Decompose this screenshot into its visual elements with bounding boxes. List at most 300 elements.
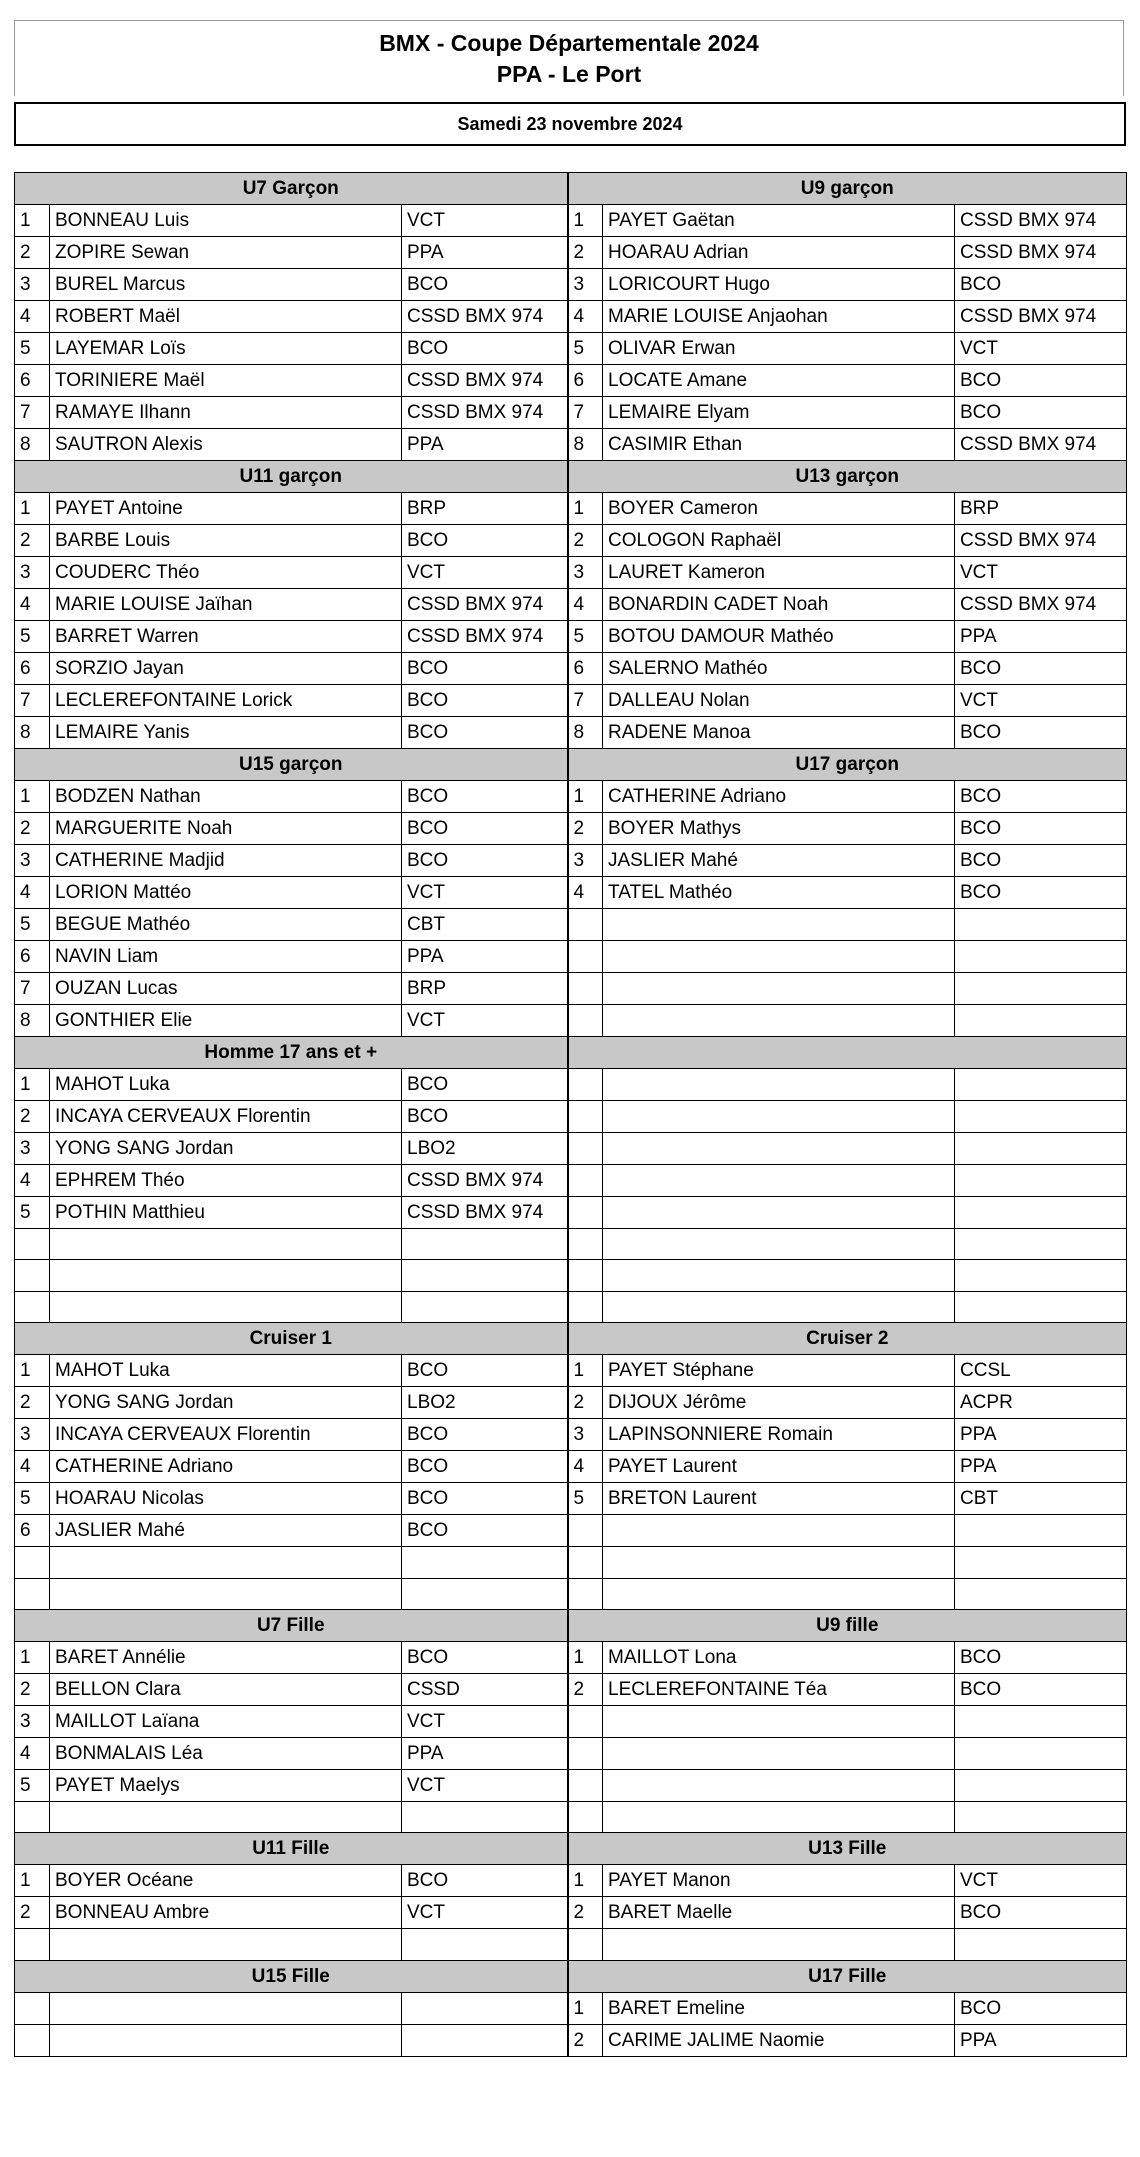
club-cell: BCO: [955, 1641, 1127, 1673]
rider-name-cell: [603, 1547, 955, 1578]
table-row: [15, 1865, 1127, 1897]
table-row: [15, 781, 1127, 813]
rank-cell: 7: [568, 397, 603, 429]
rider-name-cell: LAURET Kameron: [603, 557, 955, 589]
rank-cell: 2: [568, 1387, 603, 1419]
rank-cell: [568, 973, 603, 1005]
rider-name-cell: SAUTRON Alexis: [50, 429, 402, 461]
rider-name-cell: [50, 1801, 402, 1832]
table-row: [15, 333, 1127, 365]
rank-cell: 3: [15, 1705, 50, 1737]
club-cell: BCO: [402, 1419, 568, 1451]
rank-cell: 3: [15, 845, 50, 877]
rank-cell: 4: [15, 1737, 50, 1769]
table-row: [15, 941, 1127, 973]
rank-cell: 5: [568, 621, 603, 653]
club-cell: BRP: [402, 973, 568, 1005]
rider-name-cell: MAILLOT Laïana: [50, 1705, 402, 1737]
club-cell: BCO: [955, 653, 1127, 685]
rank-cell: 2: [15, 813, 50, 845]
club-cell: CBT: [955, 1483, 1127, 1515]
rider-name-cell: SALERNO Mathéo: [603, 653, 955, 685]
rider-name-cell: [50, 1578, 402, 1609]
rank-cell: [15, 1291, 50, 1322]
club-cell: CSSD BMX 974: [955, 525, 1127, 557]
club-cell: CSSD BMX 974: [402, 365, 568, 397]
club-cell: BCO: [402, 269, 568, 301]
club-cell: PPA: [955, 1451, 1127, 1483]
club-cell: [402, 1929, 568, 1960]
club-cell: VCT: [402, 557, 568, 589]
club-cell: BCO: [955, 397, 1127, 429]
rider-name-cell: [603, 941, 955, 973]
rider-name-cell: COLOGON Raphaël: [603, 525, 955, 557]
rider-name-cell: [603, 1229, 955, 1260]
club-cell: [955, 1069, 1127, 1101]
rider-name-cell: CATHERINE Madjid: [50, 845, 402, 877]
rider-name-cell: LORICOURT Hugo: [603, 269, 955, 301]
document-title-box: [14, 20, 1124, 96]
table-row: [15, 1229, 1127, 1260]
rank-cell: [568, 1578, 603, 1609]
club-cell: BCO: [402, 1355, 568, 1387]
rider-name-cell: YONG SANG Jordan: [50, 1133, 402, 1165]
club-cell: [955, 1260, 1127, 1291]
category-title: U11 garçon: [15, 461, 568, 493]
rank-cell: 3: [15, 1133, 50, 1165]
rider-name-cell: [603, 1769, 955, 1801]
rank-cell: [568, 1547, 603, 1578]
club-cell: [955, 1101, 1127, 1133]
club-cell: CSSD BMX 974: [402, 1197, 568, 1229]
table-row: [15, 1641, 1127, 1673]
rank-cell: 4: [568, 1451, 603, 1483]
category-header-row: [15, 1960, 1127, 1992]
rider-name-cell: BARET Maelle: [603, 1897, 955, 1929]
club-cell: [955, 909, 1127, 941]
club-cell: [955, 1229, 1127, 1260]
category-title: U17 garçon: [568, 749, 1127, 781]
rank-cell: [568, 1101, 603, 1133]
table-row: [15, 1069, 1127, 1101]
rank-cell: 3: [568, 1419, 603, 1451]
table-row: [15, 1197, 1127, 1229]
rider-name-cell: NAVIN Liam: [50, 941, 402, 973]
rank-cell: 2: [15, 525, 50, 557]
club-cell: [402, 1229, 568, 1260]
table-row: [15, 1929, 1127, 1960]
table-row: [15, 1133, 1127, 1165]
club-cell: BCO: [402, 1641, 568, 1673]
table-row: [15, 2024, 1127, 2056]
table-row: [15, 1387, 1127, 1419]
rank-cell: [15, 1229, 50, 1260]
rider-name-cell: DIJOUX Jérôme: [603, 1387, 955, 1419]
club-cell: [402, 1992, 568, 2024]
club-cell: [955, 1133, 1127, 1165]
rider-name-cell: [50, 1229, 402, 1260]
category-title: U9 fille: [568, 1609, 1127, 1641]
rider-name-cell: MAILLOT Lona: [603, 1641, 955, 1673]
rank-cell: 7: [568, 685, 603, 717]
rank-cell: [568, 1229, 603, 1260]
rank-cell: 4: [15, 1451, 50, 1483]
rider-name-cell: DALLEAU Nolan: [603, 685, 955, 717]
rank-cell: 3: [15, 269, 50, 301]
rank-cell: 7: [15, 973, 50, 1005]
club-cell: [402, 1578, 568, 1609]
club-cell: CSSD BMX 974: [955, 205, 1127, 237]
rank-cell: 4: [568, 301, 603, 333]
rank-cell: 4: [15, 301, 50, 333]
rank-cell: 5: [15, 1483, 50, 1515]
table-row: [15, 1419, 1127, 1451]
rank-cell: 6: [568, 365, 603, 397]
table-row: [15, 1769, 1127, 1801]
rank-cell: 2: [568, 1897, 603, 1929]
rank-cell: 1: [15, 781, 50, 813]
club-cell: CSSD BMX 974: [955, 301, 1127, 333]
rider-name-cell: MAHOT Luka: [50, 1069, 402, 1101]
rider-name-cell: BOYER Cameron: [603, 493, 955, 525]
category-title: Cruiser 1: [15, 1323, 568, 1355]
category-title: Cruiser 2: [568, 1323, 1127, 1355]
table-row: [15, 1260, 1127, 1291]
table-row: [15, 589, 1127, 621]
club-cell: BCO: [402, 1101, 568, 1133]
rider-name-cell: [50, 2024, 402, 2056]
category-header-row: [15, 1037, 1127, 1069]
rank-cell: 6: [15, 1515, 50, 1547]
club-cell: CSSD: [402, 1673, 568, 1705]
table-row: [15, 1547, 1127, 1578]
club-cell: [955, 973, 1127, 1005]
rank-cell: [568, 1929, 603, 1960]
club-cell: BCO: [402, 333, 568, 365]
table-row: [15, 557, 1127, 589]
rider-name-cell: PAYET Laurent: [603, 1451, 955, 1483]
table-row: [15, 1451, 1127, 1483]
category-title: U15 Fille: [15, 1960, 568, 1992]
rider-name-cell: BELLON Clara: [50, 1673, 402, 1705]
club-cell: [955, 1515, 1127, 1547]
category-header-row: [15, 749, 1127, 781]
club-cell: BCO: [402, 845, 568, 877]
rank-cell: [568, 1515, 603, 1547]
rank-cell: 1: [15, 205, 50, 237]
rider-name-cell: PAYET Maelys: [50, 1769, 402, 1801]
rider-name-cell: PAYET Gaëtan: [603, 205, 955, 237]
rider-name-cell: [50, 1929, 402, 1960]
rider-name-cell: [50, 1260, 402, 1291]
category-header-row: [15, 1323, 1127, 1355]
club-cell: [955, 1801, 1127, 1832]
rank-cell: 1: [15, 1069, 50, 1101]
club-cell: [955, 1291, 1127, 1322]
club-cell: BCO: [402, 653, 568, 685]
rider-name-cell: PAYET Stéphane: [603, 1355, 955, 1387]
club-cell: [955, 1197, 1127, 1229]
rider-name-cell: RAMAYE Ilhann: [50, 397, 402, 429]
rider-name-cell: CASIMIR Ethan: [603, 429, 955, 461]
club-cell: BCO: [402, 781, 568, 813]
rider-name-cell: BODZEN Nathan: [50, 781, 402, 813]
rank-cell: [15, 1929, 50, 1960]
club-cell: CSSD BMX 974: [402, 621, 568, 653]
rider-name-cell: BUREL Marcus: [50, 269, 402, 301]
club-cell: BCO: [402, 525, 568, 557]
table-row: [15, 1355, 1127, 1387]
rider-name-cell: [603, 909, 955, 941]
table-row: [15, 1101, 1127, 1133]
club-cell: VCT: [402, 877, 568, 909]
table-row: [15, 269, 1127, 301]
category-header-row: [15, 1833, 1127, 1865]
rank-cell: [568, 1737, 603, 1769]
rider-name-cell: ROBERT Maël: [50, 301, 402, 333]
rank-cell: 1: [15, 493, 50, 525]
club-cell: BCO: [955, 781, 1127, 813]
club-cell: VCT: [402, 1005, 568, 1037]
rider-name-cell: [50, 1291, 402, 1322]
rider-name-cell: LEMAIRE Yanis: [50, 717, 402, 749]
rider-name-cell: LEMAIRE Elyam: [603, 397, 955, 429]
rider-name-cell: CARIME JALIME Naomie: [603, 2024, 955, 2056]
club-cell: VCT: [955, 1865, 1127, 1897]
club-cell: [955, 1547, 1127, 1578]
club-cell: BCO: [955, 877, 1127, 909]
club-cell: BCO: [402, 717, 568, 749]
rider-name-cell: [603, 1929, 955, 1960]
table-row: [15, 1801, 1127, 1832]
rank-cell: 2: [568, 2024, 603, 2056]
rank-cell: 3: [15, 557, 50, 589]
rank-cell: [568, 1069, 603, 1101]
club-cell: [955, 1929, 1127, 1960]
club-cell: CSSD BMX 974: [402, 1165, 568, 1197]
rank-cell: 5: [15, 1769, 50, 1801]
rider-name-cell: [603, 1737, 955, 1769]
club-cell: BCO: [402, 1515, 568, 1547]
table-row: [15, 845, 1127, 877]
rider-name-cell: [603, 1005, 955, 1037]
club-cell: CSSD BMX 974: [955, 589, 1127, 621]
club-cell: VCT: [955, 557, 1127, 589]
club-cell: BRP: [955, 493, 1127, 525]
rider-name-cell: [603, 1291, 955, 1322]
rank-cell: 7: [15, 685, 50, 717]
rank-cell: 1: [15, 1355, 50, 1387]
rank-cell: 8: [568, 717, 603, 749]
rider-name-cell: BARRET Warren: [50, 621, 402, 653]
club-cell: BCO: [955, 717, 1127, 749]
club-cell: VCT: [955, 685, 1127, 717]
rider-name-cell: [603, 1801, 955, 1832]
club-cell: [955, 1165, 1127, 1197]
club-cell: CSSD BMX 974: [402, 589, 568, 621]
rank-cell: [15, 1801, 50, 1832]
club-cell: [955, 1769, 1127, 1801]
club-cell: BCO: [955, 1897, 1127, 1929]
category-title: U7 Garçon: [15, 173, 568, 205]
club-cell: BCO: [402, 1451, 568, 1483]
table-row: [15, 493, 1127, 525]
rank-cell: 2: [568, 1673, 603, 1705]
club-cell: CSSD BMX 974: [402, 301, 568, 333]
rank-cell: 2: [568, 525, 603, 557]
club-cell: PPA: [402, 1737, 568, 1769]
club-cell: BRP: [402, 493, 568, 525]
document-title: BMX - Coupe Départementale 2024: [379, 30, 759, 56]
rider-name-cell: YONG SANG Jordan: [50, 1387, 402, 1419]
club-cell: [402, 1801, 568, 1832]
rank-cell: 2: [15, 1897, 50, 1929]
table-row: [15, 653, 1127, 685]
rank-cell: 5: [568, 1483, 603, 1515]
rank-cell: 5: [15, 909, 50, 941]
table-row: [15, 909, 1127, 941]
table-row: [15, 1483, 1127, 1515]
table-row: [15, 1897, 1127, 1929]
club-cell: VCT: [402, 205, 568, 237]
table-row: [15, 237, 1127, 269]
rider-name-cell: BONNEAU Luis: [50, 205, 402, 237]
club-cell: BCO: [955, 1673, 1127, 1705]
rider-name-cell: [603, 1101, 955, 1133]
club-cell: LBO2: [402, 1387, 568, 1419]
rider-name-cell: [50, 1547, 402, 1578]
rider-name-cell: PAYET Manon: [603, 1865, 955, 1897]
rider-name-cell: BONMALAIS Léa: [50, 1737, 402, 1769]
table-row: [15, 397, 1127, 429]
club-cell: [402, 2024, 568, 2056]
rank-cell: [568, 1801, 603, 1832]
rider-name-cell: CATHERINE Adriano: [603, 781, 955, 813]
rider-name-cell: [603, 1197, 955, 1229]
club-cell: BCO: [402, 685, 568, 717]
table-row: [15, 365, 1127, 397]
rank-cell: [568, 1133, 603, 1165]
club-cell: VCT: [955, 333, 1127, 365]
rider-name-cell: TORINIERE Maël: [50, 365, 402, 397]
rider-name-cell: MAHOT Luka: [50, 1355, 402, 1387]
rider-name-cell: MARIE LOUISE Anjaohan: [603, 301, 955, 333]
rider-name-cell: [603, 1515, 955, 1547]
rank-cell: [568, 1769, 603, 1801]
rank-cell: [568, 941, 603, 973]
club-cell: BCO: [955, 1992, 1127, 2024]
category-title: U11 Fille: [15, 1833, 568, 1865]
club-cell: BCO: [402, 1069, 568, 1101]
rider-name-cell: OLIVAR Erwan: [603, 333, 955, 365]
club-cell: BCO: [955, 269, 1127, 301]
club-cell: PPA: [955, 2024, 1127, 2056]
rank-cell: 4: [568, 877, 603, 909]
rider-name-cell: [50, 1992, 402, 2024]
results-table: [14, 172, 1127, 2057]
club-cell: BCO: [402, 813, 568, 845]
category-header-row: [15, 461, 1127, 493]
rider-name-cell: BARBE Louis: [50, 525, 402, 557]
club-cell: [402, 1291, 568, 1322]
rank-cell: 1: [568, 1865, 603, 1897]
club-cell: PPA: [402, 941, 568, 973]
club-cell: CSSD BMX 974: [955, 429, 1127, 461]
club-cell: BCO: [955, 813, 1127, 845]
club-cell: CSSD BMX 974: [402, 397, 568, 429]
rank-cell: 3: [568, 269, 603, 301]
rank-cell: 8: [15, 717, 50, 749]
rider-name-cell: BARET Emeline: [603, 1992, 955, 2024]
club-cell: CCSL: [955, 1355, 1127, 1387]
club-cell: BCO: [955, 365, 1127, 397]
rider-name-cell: HOARAU Nicolas: [50, 1483, 402, 1515]
rider-name-cell: [603, 1578, 955, 1609]
rider-name-cell: MARIE LOUISE Jaïhan: [50, 589, 402, 621]
table-row: [15, 1515, 1127, 1547]
table-row: [15, 973, 1127, 1005]
rank-cell: 5: [15, 333, 50, 365]
rank-cell: 6: [15, 365, 50, 397]
rider-name-cell: HOARAU Adrian: [603, 237, 955, 269]
category-title: U13 Fille: [568, 1833, 1127, 1865]
club-cell: BCO: [402, 1865, 568, 1897]
rank-cell: [15, 1992, 50, 2024]
rider-name-cell: TATEL Mathéo: [603, 877, 955, 909]
rank-cell: 8: [15, 1005, 50, 1037]
rank-cell: [568, 1260, 603, 1291]
rank-cell: 1: [568, 493, 603, 525]
rank-cell: [15, 1547, 50, 1578]
club-cell: VCT: [402, 1897, 568, 1929]
rider-name-cell: BEGUE Mathéo: [50, 909, 402, 941]
club-cell: PPA: [402, 429, 568, 461]
rank-cell: 1: [15, 1865, 50, 1897]
rider-name-cell: JASLIER Mahé: [50, 1515, 402, 1547]
rank-cell: 4: [568, 589, 603, 621]
club-cell: [955, 1737, 1127, 1769]
table-row: [15, 813, 1127, 845]
table-row: [15, 525, 1127, 557]
category-title: Homme 17 ans et +: [15, 1037, 568, 1069]
category-title: U9 garçon: [568, 173, 1127, 205]
rank-cell: 3: [568, 557, 603, 589]
rider-name-cell: LORION Mattéo: [50, 877, 402, 909]
rank-cell: [15, 2024, 50, 2056]
club-cell: CSSD BMX 974: [955, 237, 1127, 269]
rank-cell: 6: [15, 653, 50, 685]
category-title: U17 Fille: [568, 1960, 1127, 1992]
rank-cell: [568, 1197, 603, 1229]
club-cell: [402, 1260, 568, 1291]
category-title: U13 garçon: [568, 461, 1127, 493]
rider-name-cell: LAYEMAR Loïs: [50, 333, 402, 365]
table-row: [15, 429, 1127, 461]
rider-name-cell: PAYET Antoine: [50, 493, 402, 525]
club-cell: [955, 1705, 1127, 1737]
rider-name-cell: LOCATE Amane: [603, 365, 955, 397]
rider-name-cell: RADENE Manoa: [603, 717, 955, 749]
table-row: [15, 685, 1127, 717]
rank-cell: 1: [15, 1641, 50, 1673]
table-row: [15, 877, 1127, 909]
club-cell: ACPR: [955, 1387, 1127, 1419]
rank-cell: 8: [15, 429, 50, 461]
rank-cell: [568, 1165, 603, 1197]
club-cell: [402, 1547, 568, 1578]
rank-cell: 2: [15, 237, 50, 269]
rider-name-cell: BRETON Laurent: [603, 1483, 955, 1515]
